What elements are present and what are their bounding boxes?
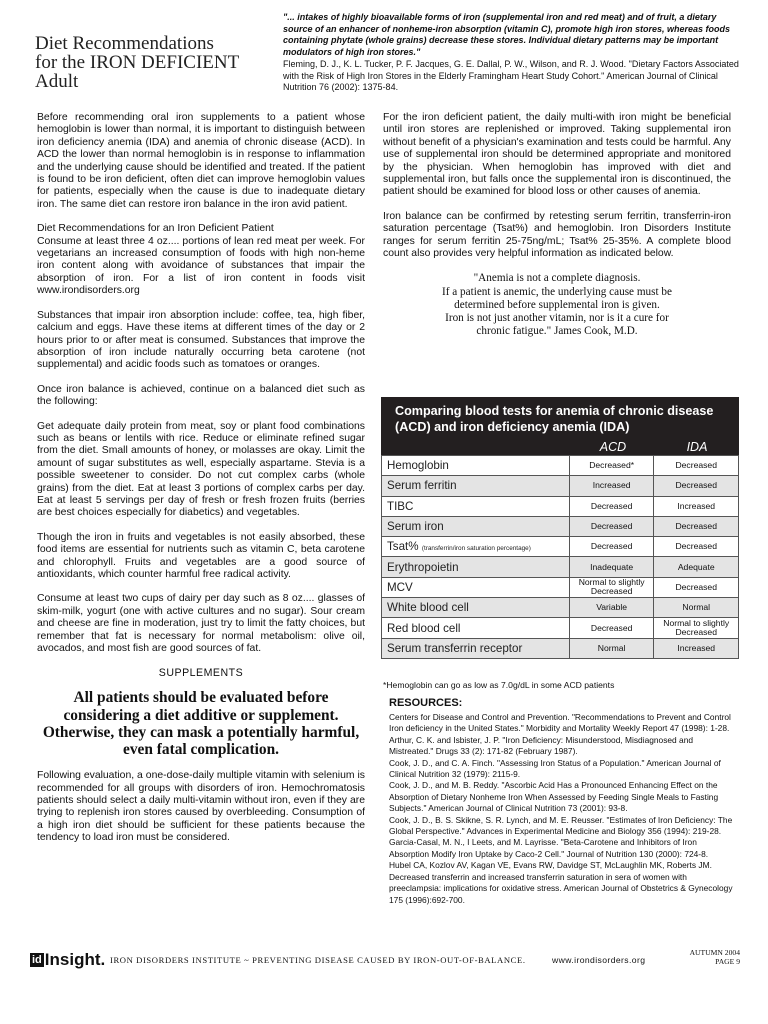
left-column: [37, 112, 365, 857]
resource-item: Centers for Disease and Control and Prevention. "Recommendations to Prevent and Control Iron deficiency in the United States." Morbidity and Mortality Weekly Report 47 (1998): 1-28.: [389, 712, 731, 734]
footer-page-number: PAGE 9: [715, 957, 740, 966]
diet-paragraph-dairy: Consume at least two cups of dairy per day such as 8 oz.... glasses of skim-milk, yogurt (one with active cultures and no sugar). Sour cream and cheese are fine in moderation, just try to limit the fatty choices, but remember that fat is necessary for normal metabolism: olive oil, avocados, and most fish are good sources of fat.: [37, 593, 365, 655]
header-quote-text: "... intakes of highly bioavailable forms of iron (supplemental iron and red meat) and of fruit, a dietary source of an enhancer of nonheme-iron absorption (vitamin C), promote high iron stores, whereas foods containing phytate (whole grains) decrease these stores. Individual dietary patterns may be important modulators of high iron stores.": [283, 12, 731, 58]
column-ida: IDA: [686, 440, 708, 454]
test-name: TIBC: [387, 499, 414, 513]
ida-value: Adequate: [654, 557, 739, 577]
resource-item: Hubel CA, Kozlov AV, Kagan VE, Evans RW, Davidge ST, McLaughlin MK, Roberts JM. Decreased transferrin and increased transferrin saturation in sera of women with preeclampsia: implications for oxidative stress. American Journal of Obstetrics & Gynecology 175 (1996):692-700.: [389, 860, 733, 905]
logo-id-mark: id: [32, 954, 42, 966]
resource-item: Cook, J. D., B. S. Skikne, S. R. Lynch, and M. E. Reusser. "Estimates of Iron Deficiency: The Global Perspective." Advances in Experimental Medicine and Biology 356 (1994): 219-28.: [389, 814, 733, 837]
ida-value: Decreased: [654, 456, 739, 476]
test-name-cell: [382, 618, 570, 638]
acd-value: Decreased: [569, 537, 654, 557]
page-footer: [30, 948, 740, 974]
diet-heading: Diet Recommendations for an Iron Deficient Patient: [37, 223, 274, 235]
cook-quote-line-4: Iron is not just another vitamin, nor is it a cure for: [445, 312, 669, 325]
supplements-paragraph: Following evaluation, a one-dose-daily multiple vitamin with selenium is recommended for all groups with disorders of iron. Hemochromatosis patients should select a daily multi-vitamin without iron, even if they are trying to replenish iron stores caused by overbleeding. Consumption of a high iron diet should be sufficient for these patients because the tendency to load iron must be considered.: [37, 770, 365, 844]
cook-quote: [383, 272, 731, 338]
table-row: [382, 537, 739, 557]
test-name-cell: [382, 516, 570, 536]
acd-value: Decreased: [569, 516, 654, 536]
footer-url[interactable]: www.irondisorders.org: [552, 955, 646, 965]
test-name: White blood cell: [387, 601, 469, 615]
test-name-cell: [382, 557, 570, 577]
test-name: Tsat%: [387, 540, 419, 554]
test-name: Serum ferritin: [387, 479, 457, 493]
test-name-cell: [382, 456, 570, 476]
resource-item: Garcia-Casal, M. N., I Leets, and M. Layrisse. "Beta-Carotene and Inhibitors of Iron Absorption Modify Iron Uptake by Caco-2 Cell." Journal of Nutrition 130 (2000): 724-8.: [389, 837, 709, 859]
cook-quote-line-2: If a patient is anemic, the underlying cause must be: [442, 285, 672, 298]
right-paragraph-iron-balance: Iron balance can be confirmed by retesting serum ferritin, transferrin-iron saturation percentage (Tsat%) and hemoglobin. Iron Disorders Institute ranges for serum ferritin 25-75ng/mL; Tsat% 25-35%. A complete blood count also provides very helpful information as indicated below.: [383, 210, 731, 260]
title-line-1: Diet Recommendations: [35, 33, 214, 54]
ida-value: Decreased: [654, 476, 739, 496]
cook-quote-line-1: "Anemia is not a complete diagnosis.: [473, 272, 641, 285]
resources-list: [389, 712, 737, 906]
test-name: Serum transferrin receptor: [387, 641, 523, 655]
right-column: [383, 112, 731, 338]
test-name-cell: [382, 496, 570, 516]
table-row: [382, 557, 739, 577]
test-name-cell: [382, 598, 570, 618]
blood-test-table: [381, 397, 739, 659]
right-paragraph-supplemental: For the iron deficient patient, the daily multi-with iron might be beneficial until iron stores are replenished or improved. Taking supplemental iron without benefit of a physician's examination and tests could be harmful. Any use of supplemental iron should be determined appropriate and monitored by the physician. When hemoglobin has improved with diet and supplemental iron, but falls once the supplemental iron is discontinued, the patient should be examined for blood loss or other causes of anemia.: [383, 112, 731, 198]
ida-value: Increased: [654, 638, 739, 658]
footer-issue: [690, 948, 740, 966]
supplements-heading: SUPPLEMENTS: [158, 667, 244, 680]
column-acd: ACD: [599, 440, 627, 454]
table-footnote: *Hemoglobin can go as low as 7.0g/dL in some ACD patients: [383, 680, 615, 690]
resources-title: RESOURCES:: [389, 697, 463, 709]
test-name: Erythropoietin: [387, 560, 459, 574]
table-row: [382, 618, 739, 638]
test-name-cell: [382, 577, 570, 597]
intro-paragraph: Before recommending oral iron supplements to a patient whose hemoglobin is lower than normal, it is important to distinguish between iron deficiency anemia (IDA) and anemia of chronic disease (ACD). In ACD the lower than normal hemoglobin is in response to inflammation and the underlying cause should be identified and treated. If the patient is found to be iron deficient, often diet can improve hemoglobin values for patients, especially when the cause is due to inadequate dietary iron. The same diet can restore iron balance in the iron avid patient.: [37, 112, 365, 210]
table-row: [382, 638, 739, 658]
header-quote-citation: Fleming, D. J., K. L. Tucker, P. F. Jacques, G. E. Dallal, P. W., Wilson, and R. J. Wood. "Dietary Factors Associated with the Risk of High Iron Stores in the Elderly Framingham Heart Study Cohort." American Journal of Clinical Nutrition 76 (2002): 1375-84.: [283, 58, 739, 93]
test-name-cell: [382, 537, 570, 557]
footer-season: AUTUMN 2004: [689, 948, 740, 957]
diet-paragraph-balance: Once iron balance is achieved, continue on a balanced diet such as the following:: [37, 383, 365, 408]
footer-tagline: IRON DISORDERS INSTITUTE ~ PREVENTING DISEASE CAUSED BY IRON-OUT-OF-BALANCE.: [110, 955, 526, 965]
table-row: [382, 516, 739, 536]
table-row: [382, 598, 739, 618]
ida-value: Increased: [654, 496, 739, 516]
diet-paragraph-meat: Consume at least three 4 oz.... portions of lean red meat per week. For vegetarians an increased consumption of foods with high non-heme iron content along with avoidance of substances that impair the absorption of iron. For a list of iron content in foods visit www.irondisorders.org: [37, 235, 365, 297]
resource-item: Cook, J. D., and C. A. Finch. "Assessing Iron Status of a Population." American Journal of Clinical Nutrition 32 (1979): 2115-9.: [389, 757, 721, 780]
title-line-2: for the IRON DEFICIENT: [35, 52, 240, 73]
tsat-note: (transferrin/iron saturation percentage): [421, 545, 531, 553]
table-column-headers: [381, 439, 739, 455]
resource-item: Arthur, C. K. and Isbister, J. P. "Iron Deficiency: Misunderstood, Misdiagnosed and Mistreated." Drugs 33 (2): 171-82 (February 1987).: [389, 734, 694, 757]
resources-section: [389, 697, 737, 906]
test-name: Hemoglobin: [387, 459, 449, 473]
title-line-3: Adult: [35, 71, 79, 92]
test-name-cell: [382, 638, 570, 658]
acd-value: Increased: [569, 476, 654, 496]
header-quote: [283, 12, 745, 94]
test-name: Red blood cell: [387, 621, 461, 635]
table-title: Comparing blood tests for anemia of chronic disease (ACD) and iron deficiency anemia (IDA): [381, 397, 739, 439]
test-name: Serum iron: [387, 520, 444, 534]
acd-value: Variable: [569, 598, 654, 618]
acd-value: Decreased*: [569, 456, 654, 476]
diet-paragraph-fruits: Though the iron in fruits and vegetables is not easily absorbed, these food items are essential for nutrients such as vitamin C, beta carotene and chlorophyll. Fruits and vegetables are a good source of antioxidants, which counter harmful free radical activity.: [37, 531, 365, 580]
ida-value: Normal to slightly Decreased: [654, 618, 739, 638]
pull-quote: All patients should be evaluated before considering a diet additive or supplement. Otherwise, they can mask a potentially harmful, even fatal complication.: [42, 689, 360, 759]
acd-value: Inadequate: [569, 557, 654, 577]
table-row: [382, 456, 739, 476]
acd-value: Decreased: [569, 496, 654, 516]
logo-text: Insight.: [44, 950, 106, 969]
test-name-cell: [382, 476, 570, 496]
table-row: [382, 496, 739, 516]
diet-paragraph-protein: Get adequate daily protein from meat, soy or plant food combinations such as beans or lentils with rice. Reduce or eliminate refined sugar from the diet. Small amounts of honey, or molasses are okay. Limit the amount of sugar substitutes as well, especially aspartame. Stevia is a possible sweetener to consider. Do not cut complex carbs (whole grains) from the diet. Eat at least 3 portions of complex carbs per day. Eat at least 5 servings per day of fresh or fresh frozen fruits (berries are best choices especially for diabetics) and vegetables.: [37, 420, 365, 519]
ida-value: Decreased: [654, 577, 739, 597]
table-row: [382, 577, 739, 597]
resource-item: Cook, J. D., and M. B. Reddy. "Ascorbic Acid Has a Pronounced Enhancing Effect on the Absorption of Dietary Nonheme Iron When Assessed by Feeding Single Meals to Fasting Subjects." American Journal of Clinical Nutrition 73 (2001): 93-8.: [389, 780, 719, 814]
ida-value: Decreased: [654, 537, 739, 557]
ida-value: Decreased: [654, 516, 739, 536]
test-name: MCV: [387, 580, 413, 594]
acd-value: Decreased: [569, 618, 654, 638]
cook-quote-line-3: determined before supplemental iron is given.: [454, 298, 660, 311]
acd-value: Normal: [569, 638, 654, 658]
table-row: [382, 476, 739, 496]
acd-value: Normal to slightly Decreased: [569, 577, 654, 597]
cook-quote-line-5: chronic fatigue." James Cook, M.D.: [476, 325, 638, 338]
diet-paragraph-absorption: Substances that impair iron absorption include: coffee, tea, high fiber, calcium and eggs. Have these items at different times of the day or 2 hours prior to or after meat is consumed. Substances that improve the absorption of iron include naturally occurring beta carotene (not supplemental) and acidic foods such as tomatoes or oranges.: [37, 309, 365, 371]
insight-logo: [30, 950, 105, 970]
ida-value: Normal: [654, 598, 739, 618]
article-title: [35, 34, 275, 91]
table-body: [381, 455, 739, 659]
